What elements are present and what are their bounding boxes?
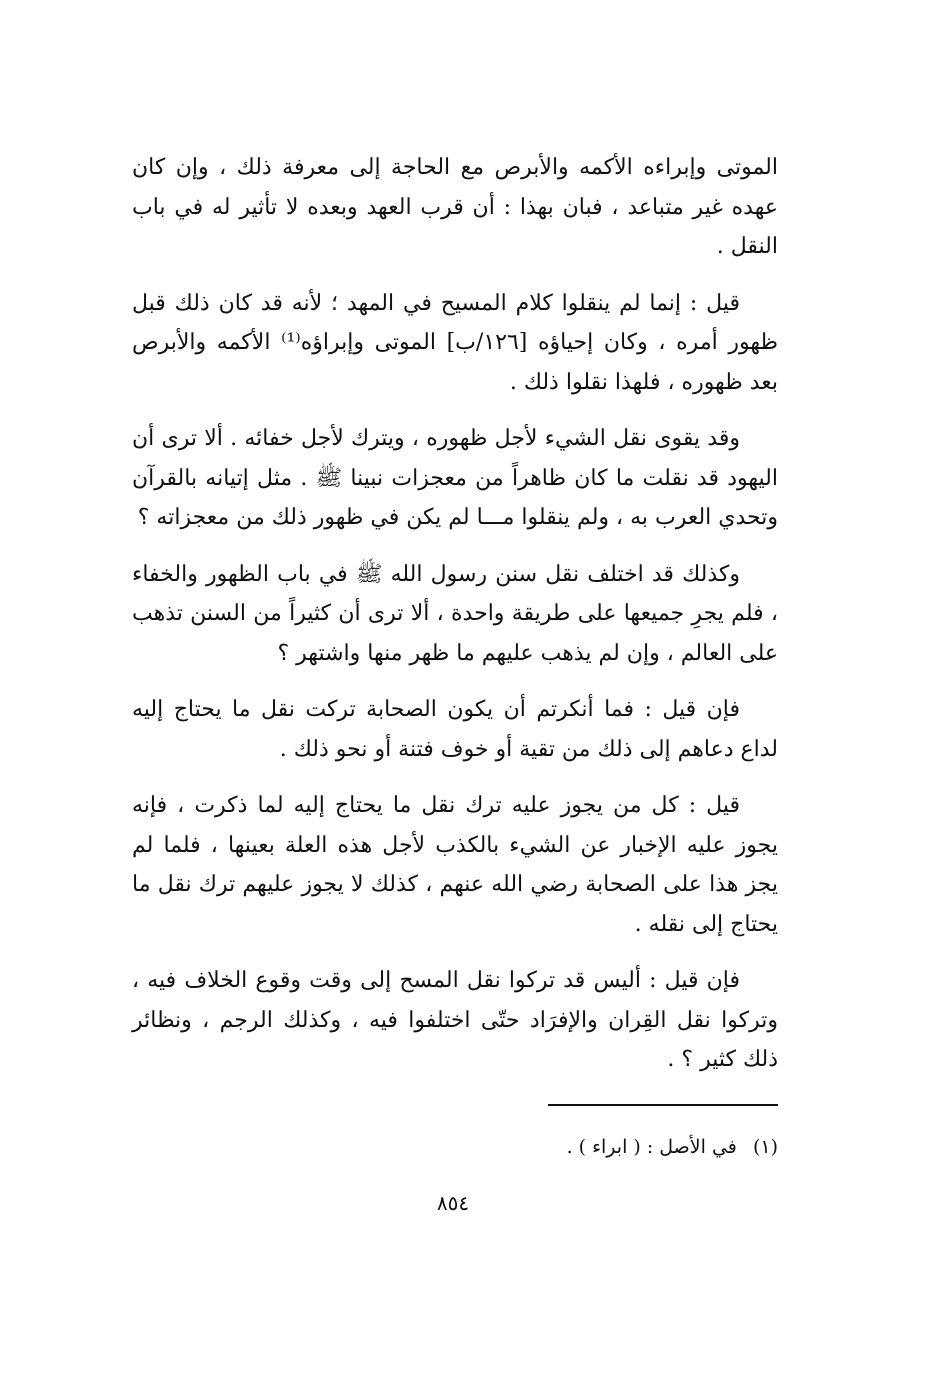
paragraph-1: الموتى وإبراءه الأكمه والأبرص مع الحاجة إلى معرفة ذلك ، وإن كان عهده غير متباعد ، فبان بهذا : أن قرب العهد وبعده لا تأثير له في باب النقل . bbox=[132, 155, 778, 259]
paragraph-4: وكذلك قد اختلف نقل سنن رسول الله ﷺ في باب الظهور والخفاء ، فلم يجرِ جميعها على طريقة واحدة ، ألا ترى أن كثيراً من السنن تذهب على العالم ، وإن لم يذهب عليهم ما ظهر منها واشتهر ؟ bbox=[132, 561, 778, 666]
paragraph-3: وقد يقوى نقل الشيء لأجل ظهوره ، ويترك لأجل خفائه . ألا ترى أن اليهود قد نقلت ما كان ظاهراً من معجزات نبينا ﷺ . مثل إتيانه بالقرآن وتحدي العرب به ، ولم ينقلوا مـــا لم يكن في ظهور ذلك من معجزاته ؟ bbox=[132, 426, 778, 530]
paragraph-5: فإن قيل : فما أنكرتم أن يكون الصحابة تركت نقل ما يحتاج إليه لداع دعاهم إلى ذلك من تقية أو خوف فتنة أو نحو ذلك . bbox=[132, 697, 778, 762]
footnote-divider bbox=[548, 1104, 778, 1106]
footnote-number: (١) bbox=[752, 1136, 778, 1158]
paragraph-2: قيل : إنما لم ينقلوا كلام المسيح في المهد ؛ لأنه قد كان ذلك قبل ظهور أمره ، وكان إحياؤه [١٢٦/ب] الموتى وإبراؤه⁽¹⁾ الأكمه والأبرص بعد ظهوره ، فلهذا نقلوا ذلك . bbox=[132, 290, 778, 395]
paragraph-6: قيل : كل من يجوز عليه ترك نقل ما يحتاج إليه لما ذكرت ، فإنه يجوز عليه الإخبار عن الشيء بالكذب لأجل هذه العلة بعينها ، فلما لم يجز هذا على الصحابة رضي الله عنهم ، كذلك لا يجوز عليهم ترك نقل ما يحتاج إلى نقله . bbox=[132, 793, 778, 937]
paragraph-7: فإن قيل : أليس قد تركوا نقل المسح إلى وقت وقوع الخلاف فيه ، وتركوا نقل القِران والإفرَاد حتّى اختلفوا فيه ، وكذلك الرجم ، ونظائر ذلك كثير ؟ . bbox=[132, 968, 778, 1072]
footnote-text: في الأصل : ( ابراء ) . bbox=[566, 1136, 737, 1158]
footnote bbox=[132, 1130, 778, 1164]
main-text bbox=[132, 148, 778, 1097]
page-number: ٨٥٤ bbox=[436, 1191, 470, 1215]
